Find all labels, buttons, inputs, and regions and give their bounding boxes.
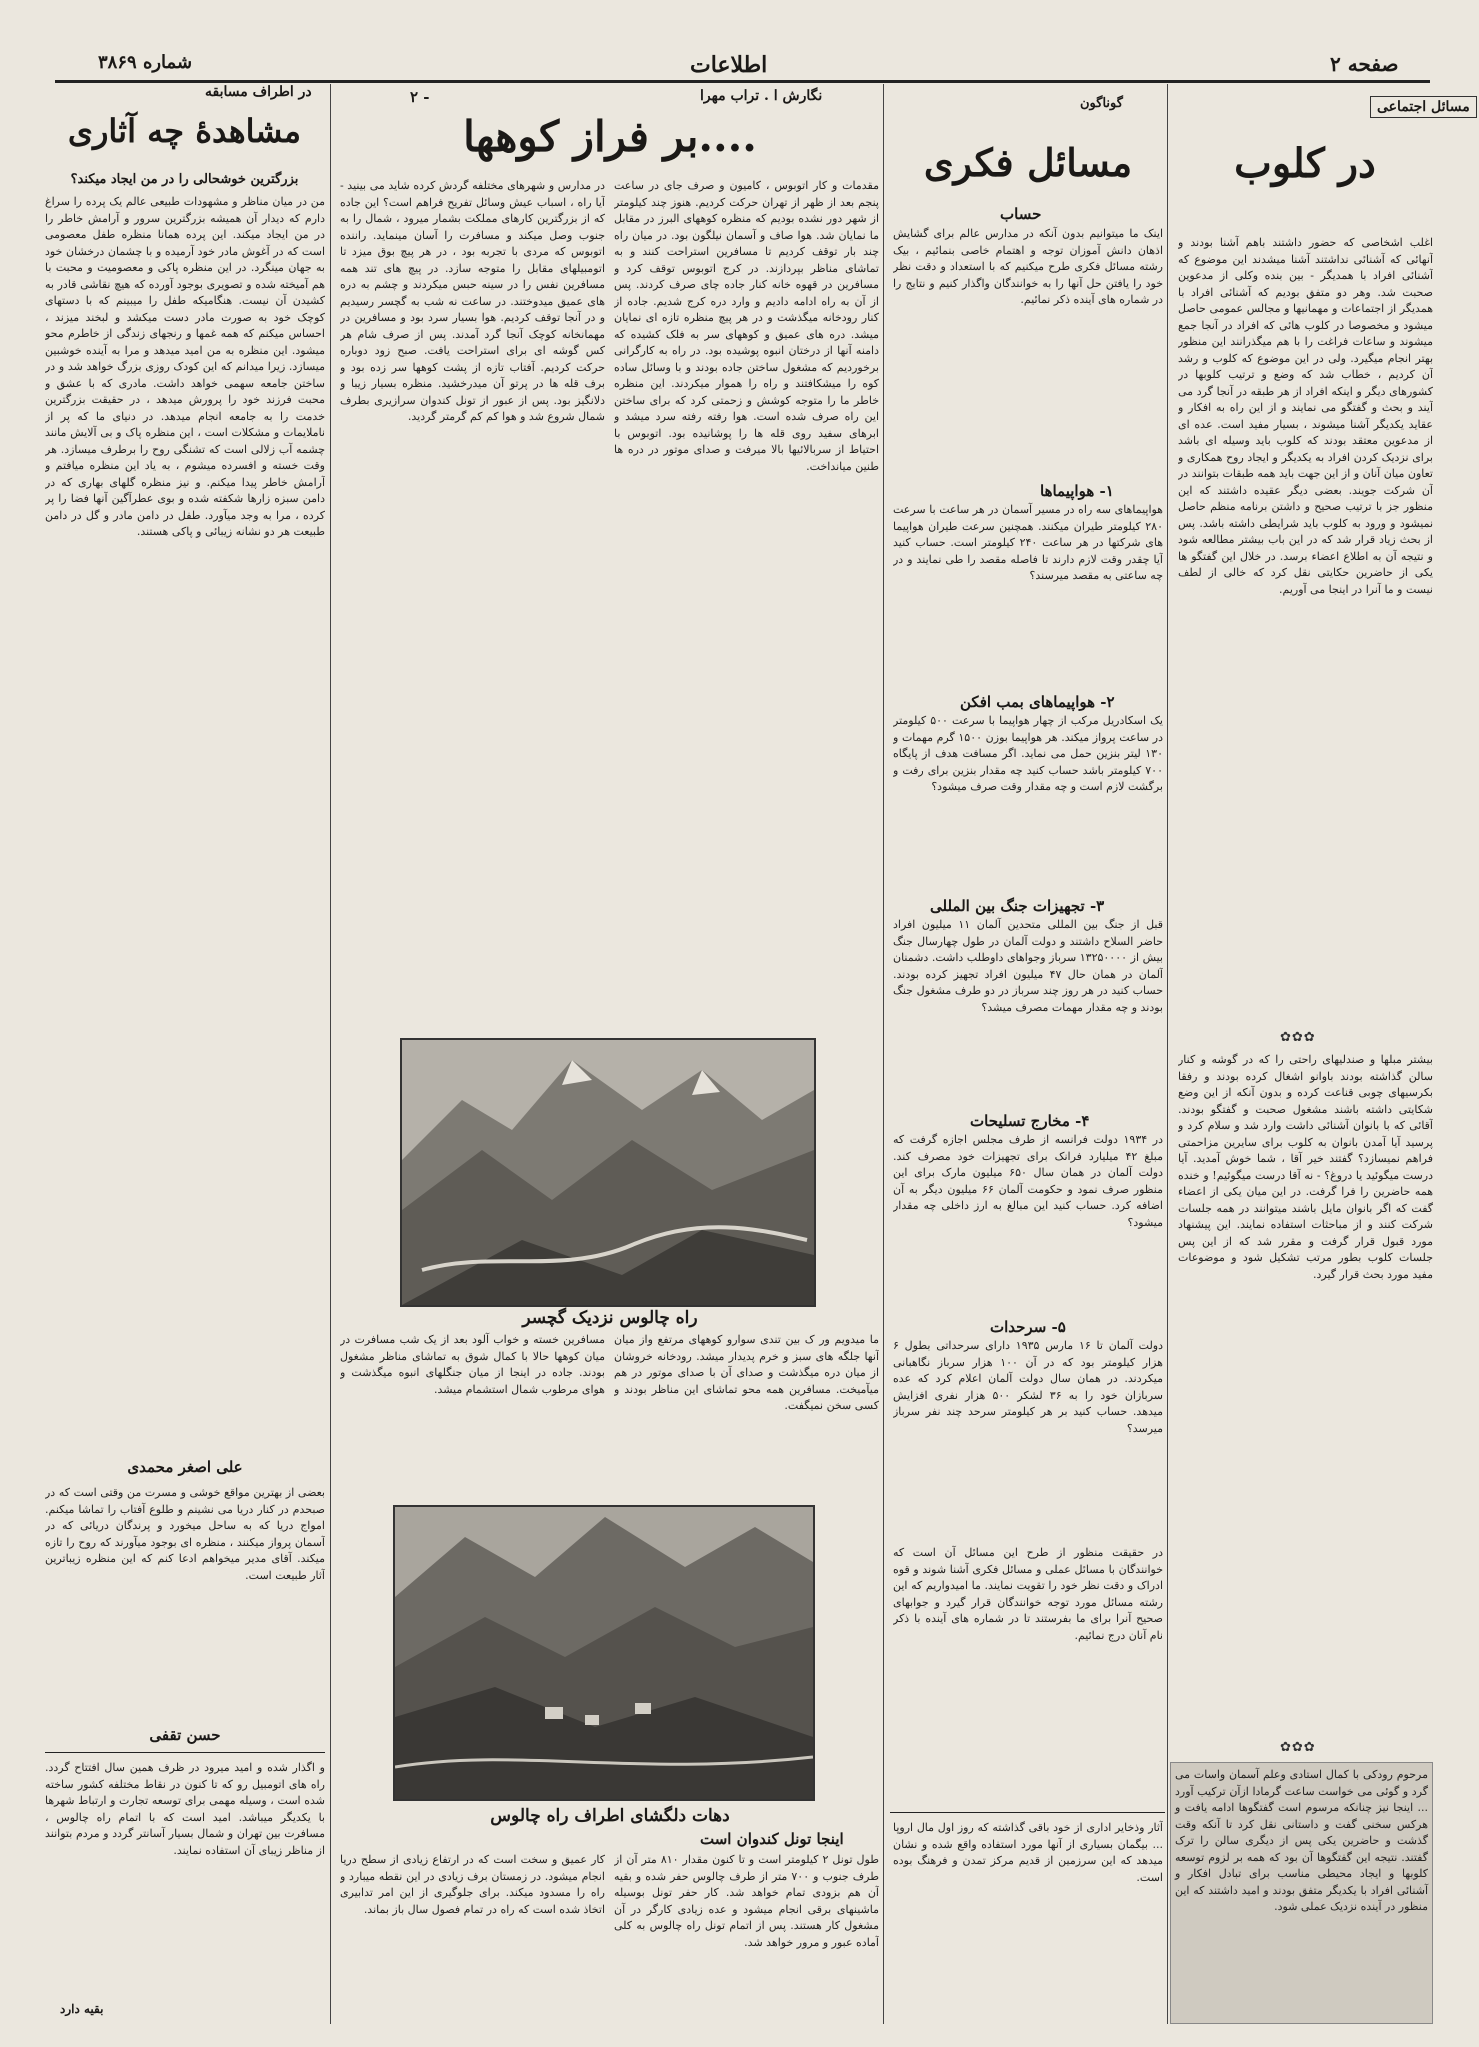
article-body-road-continuation: و اگذار شده و امید میرود در ظرف همین سال افتتاح گردد. راه های اتومبیل رو که تا کنون در نقاط مختلفه کشور ساخته شده است ، وسیله مهمی برای توسعه تجارت و ارتباط شهرها با یکدیگر میباشد. امید است که با اتمام راه چالوس ، مسافرت بین تهران و شمال بسیار آسانتر گردد و مردم بتوانند از مناظر زیبای آن استفاده نمایند. [45,1761,325,1857]
section-body-war-equipment: قبل از جنگ بین المللی متحدین آلمان ۱۱ میلیون افراد حاضر السلاح داشتند و دولت آلمان در طول چهارسال جنگ بیش از ۱۳۲۵۰۰۰۰ سرباز وجواهای داوطلب داشت. دشمنان آلمان در همان حال ۴۷ میلیون افراد تجهیز کرده بودند. حساب کنید در هر روز چند سرباز در دو طرف مشغول جنگ بودند و چه مقدار مهمات مصرف میشد؟ [893,918,1163,1014]
article-body-mental-problems-conclusion: در حقیقت منظور از طرح این مسائل آن است که خوانندگان با مسائل عملی و مسائل فکری آشنا شوند و قوه ادراک و دقت نظر خود را تقویت نمایند. ما امیدواریم که این رشته مسائل مورد توجه خوانندگان قرار گیرد و جوابهای صحیح آنرا برای ما بفرستند تا در شماره های آینده با ذکر نام آنان درج نمائیم. [893,1546,1163,1642]
article-subtitle-greatest-joy: بزرگترین خوشحالی را در من ایجاد میکند؟ [70,172,299,187]
photo-forest-village-image [395,1507,813,1799]
article-byline: نگارش ا . تراب مهرا [700,88,823,104]
ornament-stars: ✿✿✿ [1280,1740,1316,1755]
article-body-club: اغلب اشخاصی که حضور داشتند باهم آشنا بودند و آنهائی که آشنائی نداشتند آشنا میشدند این موضوع که آشنائی افراد با همدیگر - بین بنده وکلی از مدعوین صحبت شد. وهر دو متفق بودیم که آشنائی افراد با همدیگر از اجتماعات و مهمانیها و مجالس عمومی حاصل میشود و مخصوصا در کلوب هائی که افراد در آنجا جمع میشوند و ساعات فراغت را با هم میگذرانند این منظور بهتر انجام میگیرد. ولی در این موضوع که کلوب و رشد آن کردیم ، خطاب شد که وضع و ترتیب کلوبها در کشورهای دیگر و اینکه افراد از هر طبقه در آنجا گرد می آیند و بحث و گفتگو می نمایند و از این راه به افکار و عقاید یکدیگر آشنا میشوند ، بسیار مفید است. عده ای از مدعوین معتقد بودند که کلوب باید وسیله ای باشد برای نزدیک کردن افراد به یکدیگر و ایجاد روح همکاری و تعاون میان آنان و از این جهت باید همه طبقات بتوانند در آن شرکت جویند. بعضی دیگر عقیده داشتند که این منظور جز با ترتیب صحیح و داشتن برنامه منظم حاصل نمیشود و ورود به کلوب باید شرایطی داشته باشد. پس از بحث زیاد قرار شد که در این باب بیشتر مطالعه شود و نتیجه آن به اطلاع اعضاء برسد. در خلال این گفتگو ها یکی از حاضرین حکایتی نقل کرد که خالی از لطف نیست و ما آنرا در اینجا می آوریم. [1178,236,1433,596]
section-rule [890,1812,1165,1813]
column-divider [1167,84,1168,2024]
article-body-contest-entry-2: بعضی از بهترین مواقع خوشی و مسرت من وقتی است که در صبحدم در کنار دریا می نشینم و طلوع آفتاب را تماشا میکنم. امواج دریا که به ساحل میخورد و پرندگان دریائی که در آسمان پرواز میکنند ، منظره ای بوجود میآورند که روح را تازه میکند. آقای مدیر میخواهم ادعا کنم که این منظره زیباترین آثار طبیعت است. [45,1486,325,1582]
section-heading-bombers: ۲- هواپیماهای بمب افکن [960,693,1115,711]
masthead-issue: شماره ۳۸۶۹ [98,52,193,73]
article-body-mountains-mid2: مسافرین خسته و خواب آلود بعد از یک شب مسافرت در میان کوهها حالا با کمال شوق به تماشای مناظر مشغول بودند. جاده در اینجا از میان جنگلهای انبوه میگذشت و هوای مرطوب شمال استشمام میشد. [340,1333,605,1396]
section-body-airplanes: هواپیماهای سه راه در مسیر آسمان در هر ساعت با سرعت ۲۸۰ کیلومتر طیران میکنند. همچنین سرعت طیران هواپیما های شرکتها در هر ساعت ۲۴۰ کیلومتر است. حساب کنید آیا چقدر وقت لازم دارند تا فاصله مقصد را طی نمایند و در چه ساعتی به مقصد میرسند؟ [893,503,1163,582]
photo-road-near-gachsar [400,1038,816,1307]
section-body-bombers: یک اسکادریل مرکب از چهار هواپیما با سرعت ۵۰۰ کیلومتر در ساعت پرواز میکند. هر هواپیما بوزن ۱۵۰۰ گرم مهمات و ۱۳۰ لیتر بنزین حمل می نماید. اگر مسافت هدف از پایگاه ۷۰۰ کیلومتر باشد حساب کنید چه مقدار بنزین برای رفت و برگشت لازم است و چه مقدار وقت صرف میشود؟ [893,714,1163,793]
photo-caption-road-near-gachsar: راه چالوس نزدیک گچسر [522,1308,698,1328]
continued-note: بقیه دارد [60,2002,104,2016]
section-heading-kandovan-tunnel: اینجا تونل کندوان است [700,1830,844,1848]
section-heading-war-equipment: ۳- تجهیزات جنگ بین المللی [930,897,1105,915]
masthead-rule [55,80,1430,83]
section-heading-armament-costs: ۴- مخارج تسلیحات [970,1112,1090,1130]
article-part-number: - ۲ [410,88,430,106]
section-heading-airplanes: ۱- هواپیماها [1040,482,1114,500]
article-body-mountains-mid: ما میدویم ور ک بین تندی سوارو کوههای مرتفع واز میان آنها جلگه های سبز و خرم پدیدار میشد. رودخانه خروشان از میان دره میگذشت و صدای آن با صدای موتور در هم میآمیخت. مسافرین همه محو تماشای این مناظر بودند و کسی سخن نمیگفت. [614,1333,879,1412]
masthead-paper-name: اطلاعات [690,52,768,78]
section-heading-arithmetic: حساب [1000,205,1042,223]
article-body-mountains-right: مقدمات و کار اتوبوس ، کامیون و صرف جای در ساعت پنجم بعد از ظهر از تهران حرکت کردیم. هنوز چند کیلومتر از شهر دور نشده بودیم که منظره کوههای البرز در مقابل ما نمایان شد. هوا صاف و آسمان نیلگون بود. در میان راه چند بار توقف کردیم تا مسافرین استراحت کنند و به تماشای مناظر بپردازند. در کرج اتوبوس توقف کرد و مسافرین در قهوه خانه کنار جاده چای صرف کردند. پس از آن به راه ادامه دادیم و وارد دره کرج شدیم. جاده از کنار رودخانه میگذشت و در هر پیچ منظره تازه ای نمایان میشد. دره های عمیق و کوههای سر به فلک کشیده که دامنه آنها از درختان انبوه پوشیده بود. در راه به کارگرانی برخوردیم که مشغول ساختن جاده بودند و با وسائل ساده کوه را میشکافتند و راه را هموار میکردند. این منظره خاطر ما را متوجه کوشش و زحمتی کرد که برای ساختن این راه صرف شده است. هوا رفته رفته سرد میشد و ابرهای سفید روی قله ها را پوشانیده بود. اتوبوس با احتیاط از سربالائیها بالا میرفت و صدای موتور در دره ها طنین میانداخت. [614,179,879,473]
column-tag-social-issues: مسائل اجتماعی [1370,96,1477,118]
section-body-armament-costs: در ۱۹۳۴ دولت فرانسه از طرف مجلس اجازه گرفت که مبلغ ۴۲ میلیارد فرانک برای تجهیزات خود مصرف کند. دولت آلمان در همان سال ۶۵۰ میلیون مارک برای این منظور صرف نمود و حکومت آلمان ۶۶ میلیون دیگر به آن اضافه کرد. حساب کنید این مبالغ به ارز داخلی چه مقدار میشود؟ [893,1133,1163,1229]
photo-caption-chalus-villages: دهات دلگشای اطراف راه چالوس [490,1806,730,1826]
column-divider [883,84,884,2024]
column-divider [330,84,331,2024]
article-body-mountains-left: در مدارس و شهرهای مختلفه گردش کرده شاید می بینید - آیا راه ، اسباب عیش وسائل تفریح فراهم است؟ این جاده که از بزرگترین کارهای مملکت بشمار میرود ، شمال را به جنوب وصل میکند و مسافرت را آسان مینماید. راننده اتوبوس که مردی با تجربه بود ، در هر پیچ بوق میزد تا اتومبیلهای مقابل را متوجه سازد. در پیچ های تند همه مسافرین نفس را در سینه حبس میکردند و چشم به دره های عمیق میدوختند. در ساعت نه شب به گچسر رسیدیم و در آنجا توقف کردیم. هوا بسیار سرد بود و مسافرین در مهمانخانه کوچک آنجا گرد آمدند. پس از صرف شام هر کس گوشه ای برای استراحت یافت. صبح زود دوباره حرکت کردیم. آفتاب تازه از پشت کوهها سر زده بود و برف قله ها در پرتو آن میدرخشید. منظره بسیار زیبا و دلانگیز بود. پس از عبور از تونل کندوان سرازیری بطرف شمال شروع شد و هوا کم کم گرمتر گردید. [340,179,605,423]
ornament-stars: ✿✿✿ [1280,1030,1316,1045]
column-tag-miscellaneous: گوناگون [1080,96,1123,111]
article-title-club: در کلوب [1234,140,1376,187]
author-signature-ali-asghar: علی اصغر محمدی [127,1458,243,1476]
section-heading-borders: ۵- سرحدات [990,1318,1066,1336]
article-body-contest-entry: من در میان مناظر و مشهودات طبیعی عالم یک پرده را سراغ دارم که دیدار آن همیشه بزرگترین سرور و آرامش خاطر را در من ایجاد میکند. این پرده همانا منظره طفل معصومی است که در آغوش مادر خود آرمیده و با چشمان درخشان خود به جهان مینگرد. در این منظره پاکی و معصومیت و محبت با هم آمیخته شده و تصویری بوجود آورده که هیچ نقاشی قادر به کشیدن آن نیست. هنگامیکه طفل را میبینم که با دستهای کوچک خود به صورت مادر دست میکشد و لبخند میزند ، احساس میکنم که همه غمها و رنجهای زندگی از خاطرم محو میشود. این منظره به من امید میدهد و مرا به آینده خوشبین میسازد. زیرا میدانم که این کودک روزی بزرگ خواهد شد و در ساختن جامعه سهمی خواهد داشت. مادری که با عشق و محبت فرزند خود را پرورش میدهد ، در حقیقت بزرگترین خدمت را به جامعه انجام میدهد. در دنیای ما که پر از ناملایمات و مشکلات است ، این منظره پاک و بی آلایش مانند چشمه آب زلالی است که تشنگی روح را برطرف میسازد. هر وقت خسته و افسرده میشوم ، به یاد این منظره میافتم و آرامش خاطر پیدا میکنم. و نیز منظره گلهای بهاری که در دامن سبزه زارها شکفته شده و بوی عطرآگین آنها فضا را پر کرده ، مرا به وجد میآورد. طفل در دامن مادر و گل در دامن طبیعت هر دو نشانه زیبائی و پاکی هستند. [45,195,325,538]
article-body-club-continued: بیشتر مبلها و صندلیهای راحتی را که در گوشه و کنار سالن گذاشته بودند باوانو اشغال کرده بودند و رفقا بکرسیهای چوبی قناعت کرده و بدون آنکه از این وضع شکایتی داشته باشند مشغول صحبت و گفتگو بودند. آقائی که با بانوان آشنائی داشت وارد شد و سلام کرد و پرسید آیا آمدن بانوان به کلوب برای سایرین مزاحمتی فراهم نمیسازد؟ گفتند خیر آقا ، شما خوش آمدید. آیا درست میگوئید یا دروغ؟ - نه آقا درست میگوئیم! و خنده همه حاضرین را فرا گرفت. در این میان یکی از اعضاء گفت که اگر بانوان مایل باشند میتوانند در همه جلسات شرکت کنند و از مباحثات استفاده نمایند. این پیشنهاد مورد قبول قرار گرفت و مقرر شد که از این پس جلسات کلوب بطور مرتب تشکیل شود و موضوعات مفید مورد بحث قرار گیرد. [1178,1053,1433,1281]
article-title-mental-problems: مسائل فکری [923,140,1133,185]
section-body-borders: دولت آلمان تا ۱۶ مارس ۱۹۳۵ دارای سرحداتی بطول ۶ هزار کیلومتر بود که در آن ۱۰۰ هزار سرباز نگاهبانی میکردند. در همان سال دولت آلمان اعلام کرد که عده سربازان خود را به ۳۶ لشکر ۵۰۰ هزار نفری افزایش میدهد. حساب کنید بر هر کیلومتر سرحد چند نفر سرباز میرسد؟ [893,1339,1163,1435]
article-title-what-sights: مشاهدهٔ چه آثاری [67,112,302,150]
article-title-mountains: ....بر فراز کوهها [463,112,757,161]
photo-mountain-valley-image [402,1040,814,1305]
article-body-tunnel: طول تونل ۲ کیلومتر است و تا کنون مقدار ۸۱۰ متر آن از طرف جنوب و ۷۰۰ متر از طرف چالوس حفر شده و بقیه آن هم بزودی تمام خواهد شد. کار حفر تونل بوسیله ماشینهای برقی انجام میشود و عده زیادی کارگر در آن مشغول کار هستند. پس از اتمام تونل راه چالوس به کلی آماده عبور و مرور خواهد شد. [614,1853,879,1949]
section-rule [45,1752,325,1753]
section-body-arithmetic: اینک ما میتوانیم بدون آنکه در مدارس عالم برای گشایش اذهان دانش آموزان توجه و اهتمام خاصی بنمائیم ، بیک رشته مسائل فکری طرح میکنیم که با استعداد و دقت نظر خود را یافتن حل آنها را به خوانندگان واگذار کنیم و نتایج را در شماره های آینده ذکر نمائیم. [893,227,1163,306]
article-footer-text: آثار وذخایر اداری از خود باقی گذاشته که روز اول مال اروپا ... بیگمان بسیاری از آنها مورد استفاده واقع شده و نشان میدهد که این سرزمین از قدیم مرکز تمدن و فرهنگ بوده است. [893,1821,1163,1884]
author-signature-hassan: حسن تقفی [149,1726,221,1744]
photo-chalus-villages [393,1505,815,1801]
article-body-tunnel-left: کار عمیق و سخت است که در ارتفاع زیادی از سطح دریا انجام میشود. در زمستان برف زیادی در این نقطه میبارد و راه را مسدود میکند. برای جلوگیری از این امر تدابیری اتخاذ شده است که راه در تمام فصول سال باز بماند. [340,1853,605,1916]
masthead-page-label: صفحه ۲ [1330,52,1399,76]
quote-box-rudaki: مرحوم رودکی با کمال استادی وعلم آسمان واسات می گرد و گوئی می خواست ساعت گرمادا ازآن ترکیب آورد ... اینجا نیز چنانکه مرسوم است گفتگوها ادامه یافت و هرکس سخنی گفت و داستانی نقل کرد تا آنکه وقت گذشت و حاضرین یکی پس از دیگری سالن را ترک گفتند. نتیجه این گفتگوها آن بود که همه بر لزوم توسعه کلوبها و ایجاد محیطی مناسب برای تبادل افکار و آشنائی افراد با یکدیگر متفق بودند و امید داشتند که این منظور در آینده نزدیک عملی شود. [1170,1762,1433,2024]
column-tag-contest: در اطراف مسابقه [205,84,312,100]
